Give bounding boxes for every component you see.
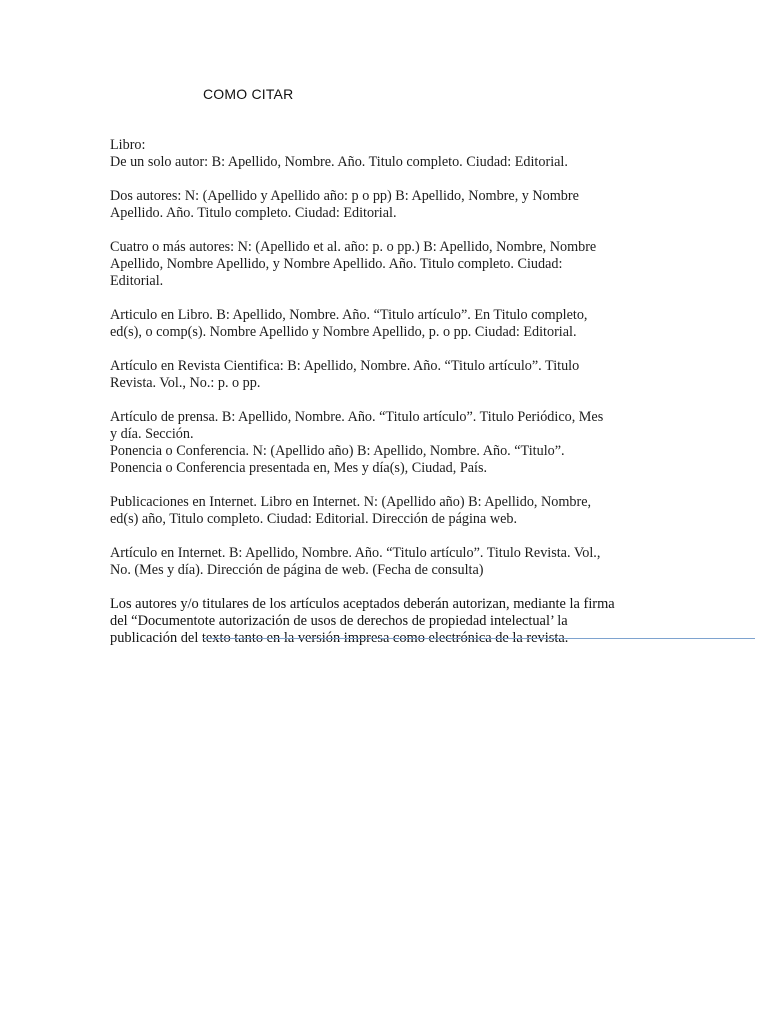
paragraph-publicaciones-internet [110,494,658,528]
articulo-prensa-line-2: y día. Sección. [110,426,194,442]
articulo-internet-line-1: Artículo en Internet. B: Apellido, Nombre. Año. “Titulo artículo”. Titulo Revista. Vol., [110,545,601,561]
paragraph-articulo-libro [110,307,658,341]
paragraph-libro [110,137,658,171]
ponencia-line-2: Ponencia o Conferencia presentada en, Mes y día(s), Ciudad, País. [110,460,488,476]
dos-autores-line-1: Dos autores: N: (Apellido y Apellido año: p o pp) B: Apellido, Nombre, y Nombre [110,188,579,204]
autorizacion-line-2: del “Documentote autorización de usos de derechos de propiedad intelectual’ la [110,613,568,629]
cuatro-autores-line-3: Editorial. [110,273,164,289]
articulo-internet-line-2: No. (Mes y día). Dirección de página de web. (Fecha de consulta) [110,562,484,578]
autorizacion-line-1: Los autores y/o titulares de los artículos aceptados deberán autorizan, mediante la firma [110,596,615,612]
dos-autores-line-2: Apellido. Año. Titulo completo. Ciudad: Editorial. [110,205,397,221]
articulo-revista-line-2: Revista. Vol., No.: p. o pp. [110,375,261,391]
libro-heading: Libro: [110,137,146,153]
ponencia-line-1: Ponencia o Conferencia. N: (Apellido año) B: Apellido, Nombre. Año. “Titulo”. [110,443,565,459]
articulo-libro-line-1: Articulo en Libro. B: Apellido, Nombre. Año. “Titulo artículo”. En Titulo completo, [110,307,588,323]
publicaciones-internet-line-1: Publicaciones en Internet. Libro en Internet. N: (Apellido año) B: Apellido, Nombre, [110,494,592,510]
document-body [110,137,658,647]
libro-single-author-line: De un solo autor: B: Apellido, Nombre. Año. Titulo completo. Ciudad: Editorial. [110,154,568,170]
paragraph-articulo-revista [110,358,658,392]
autorizacion-line-3: publicación del texto tanto en la versión impresa como electrónica de la revista. [110,630,569,646]
articulo-libro-line-2: ed(s), o comp(s). Nombre Apellido y Nombre Apellido, p. o pp. Ciudad: Editorial. [110,324,577,340]
paragraph-dos-autores [110,188,658,222]
articulo-prensa-line-1: Artículo de prensa. B: Apellido, Nombre. Año. “Titulo artículo”. Titulo Periódico, Mes [110,409,604,425]
articulo-revista-line-1: Artículo en Revista Cientifica: B: Apellido, Nombre. Año. “Titulo artículo”. Titulo [110,358,580,374]
paragraph-articulo-internet [110,545,658,579]
paragraph-articulo-prensa [110,409,658,477]
cuatro-autores-line-2: Apellido, Nombre Apellido, y Nombre Apellido. Año. Titulo completo. Ciudad: [110,256,563,272]
publicaciones-internet-line-2: ed(s) año, Titulo completo. Ciudad: Editorial. Dirección de página web. [110,511,518,527]
page-title: COMO CITAR [203,86,294,102]
horizontal-rule [203,638,755,639]
cuatro-autores-line-1: Cuatro o más autores: N: (Apellido et al. año: p. o pp.) B: Apellido, Nombre, Nombre [110,239,597,255]
paragraph-autorizacion [110,596,658,647]
paragraph-cuatro-autores [110,239,658,290]
